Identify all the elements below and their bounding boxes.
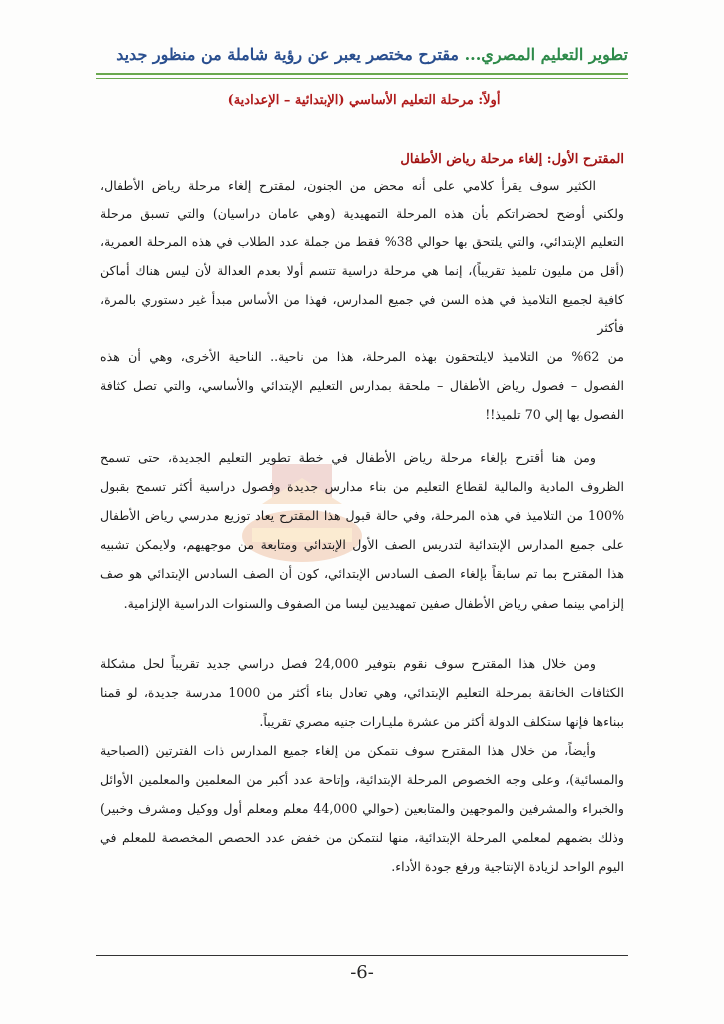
text-line: الفصول – فصول رياض الأطفال – ملحقة بمدارس التعليم الإبتدائي والأساسي، والتي تصل كثافة (100, 378, 624, 393)
text-line: الفصول بها إلي 70 تلميذ!! (485, 407, 624, 422)
text-line: ببناءها فإنها ستكلف الدولة أكثر من عشرة مليـارات جنيه مصري تقريباً. (259, 714, 624, 729)
text-line: الكثير سوف يقرأ كلامي على أنه محض من الجنون، لمقترح إلغاء مرحلة رياض الأطفال، (100, 178, 596, 193)
text-line: اليوم الواحد لزيادة الإنتاجية ورفع جودة الأداء. (391, 859, 624, 874)
text-line: الظروف المادية والمالية لقطاع التعليم من بناء مدارس جديدة وفصول دراسية أكثر تسمح بقبول (100, 479, 624, 494)
text-line: ولكني أوضح لحضراتكم بأن هذه المرحلة التمهيدية (وهي عامان دراسيان) والتي تسبق مرحلة (100, 206, 624, 221)
footer-rule (96, 955, 628, 956)
text-line: فأكثر (597, 320, 624, 335)
subsection-title: المقترح الأول: إلغاء مرحلة رياض الأطفال (400, 152, 624, 167)
text-line: ومن هنا أقترح بإلغاء مرحلة رياض الأطفال في خطة تطوير التعليم الجديدة، حتى تسمح (100, 450, 596, 465)
text-line: والمسائية)، وعلى وجه الخصوص المرحلة الإبتدائية، وإتاحة عدد أكبر من المعلمين والمعلمين الأوائل (100, 772, 624, 787)
page-header (100, 44, 628, 66)
text-line: هذا المقترح بما تم سابقاً بإلغاء الصف السادس الإبتدائي، كون أن الصف السادس الإبتدائي هو صف (100, 566, 624, 581)
text-line: (أقل من مليون تلميذ تقريباً)، إنما هي مرحلة دراسية تتسم أولا بعدم العدالة لأن ليس هناك أماكن (100, 263, 624, 278)
header-title-part2: مقترح مختصر يعبر عن رؤية شاملة من منظور جديد (116, 45, 465, 64)
text-line: على جميع المدارس الإبتدائية لتدريس الصف الأول الإبتدائي ومتابعة من موجهيهم، ولايمكن تشبيه (100, 537, 624, 552)
text-line: الكثافات الخانقة بمرحلة التعليم الإبتدائي، وهي تعادل بناء أكثر من 1000 مدرسة جديدة، لو قمنا (100, 685, 624, 700)
text-line: التعليم الإبتدائي، والتي يلتحق بها حوالي 38% فقط من جملة عدد الطلاب في هذه المرحلة العمرية، (100, 234, 624, 249)
text-line: والخبراء والمشرفين والموجهين والمتابعين (حوالي 44,000 معلم ومعلم أول ووكيل ومشرف وخبير) (100, 801, 624, 816)
header-rule-thin (96, 78, 628, 79)
text-line: وذلك بضمهم لمعلمي المرحلة الإبتدائية، منها لنتمكن من خفض عدد الحصص المخصصة للمعلم في (100, 830, 624, 845)
text-line: وأيضاً، من خلال هذا المقترح سوف نتمكن من إلغاء جميع المدارس ذات الفترتين (الصباحية (100, 743, 596, 758)
text-line: إلزامي بينما صفي رياض الأطفال صفين تمهيديين ليسا من الصفوف والسنوات الدراسية الإلزامية. (123, 596, 624, 611)
page-number: -6- (350, 962, 374, 983)
text-line: 100% من التلاميذ في هذه المرحلة، وفي حالة قبول هذا المقترح يعاد توزيع مدرسي رياض الأطفال (100, 508, 624, 523)
header-rule (96, 73, 628, 75)
text-line: كافية لجميع التلاميذ في هذه السن في جميع المدارس، فهذا من الأساس مبدأ غير دستوري بالمرة، (100, 292, 624, 307)
section-title: أولاً: مرحلة التعليم الأساسي (الإبتدائية – الإعدادية) (227, 93, 501, 108)
header-title-part1: تطوير التعليم المصري... (464, 45, 628, 64)
text-line: من 62% من التلاميذ لايلتحقون بهذه المرحلة، هذا من ناحية.. الناحية الأخرى، وهي أن هذه (100, 349, 624, 364)
text-line: ومن خلال هذا المقترح سوف نقوم بتوفير 24,000 فصل دراسي جديد تقريباً لحل مشكلة (100, 656, 596, 671)
